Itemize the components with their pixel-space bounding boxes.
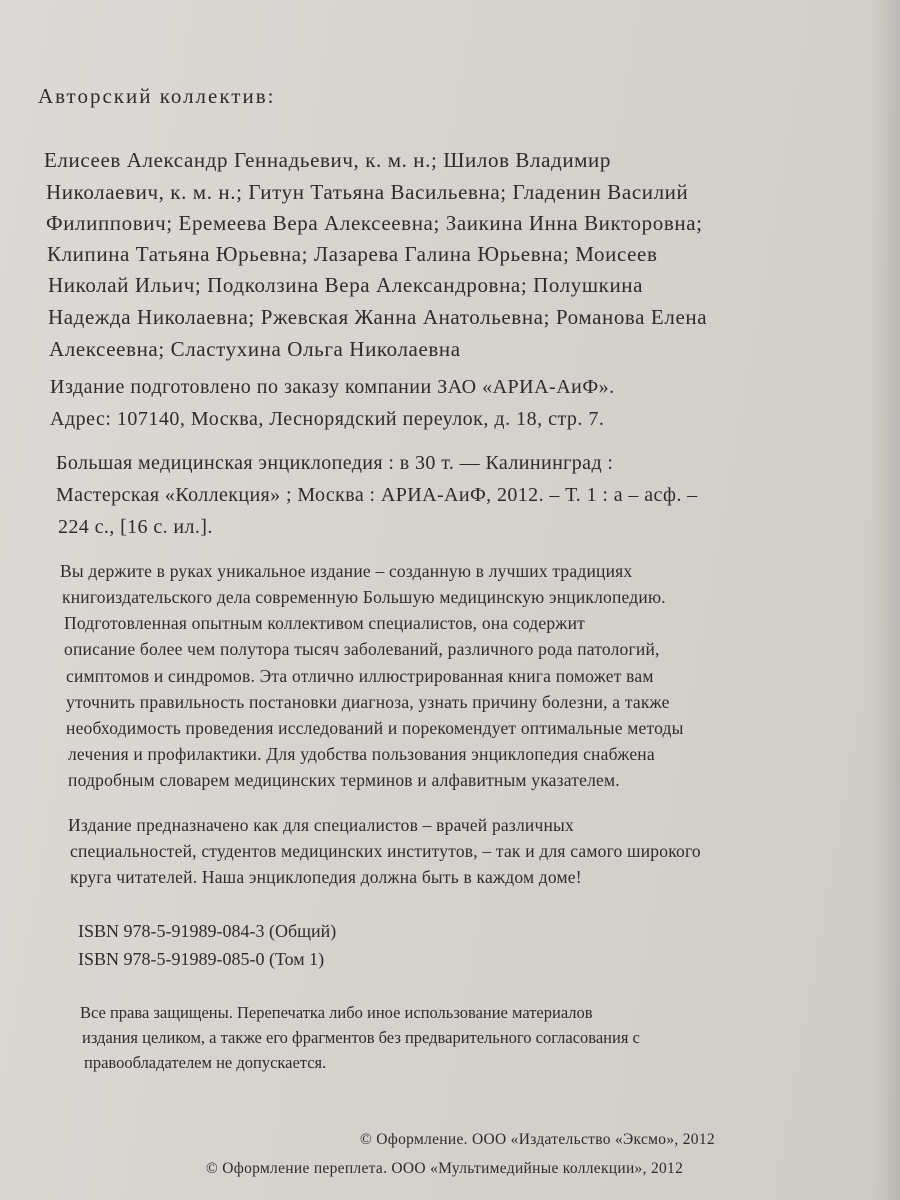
authors-line: Клипина Татьяна Юрьевна; Лазарева Галина Юрьевна; Моисеев — [47, 242, 658, 266]
annotation-line: Подготовленная опытным коллективом специалистов, она содержит — [64, 613, 586, 633]
annotation-line: книгоиздательского дела современную Большую медицинскую энциклопедию. — [62, 587, 666, 607]
authors-line: Надежда Николаевна; Ржевская Жанна Анатольевна; Романова Елена — [48, 305, 708, 329]
copyright-binding: © Оформление переплета. ООО «Мультимедийные коллекции», 2012 — [206, 1160, 684, 1177]
isbn-volume: ISBN 978-5-91989-085-0 (Том 1) — [78, 949, 325, 969]
authors-line: Николай Ильич; Подколзина Вера Александровна; Полушкина — [48, 273, 644, 297]
authors-line: Алексеевна; Сластухина Ольга Николаевна — [49, 337, 461, 361]
annotation-line: уточнить правильность постановки диагноза, узнать причину болезни, а также — [66, 692, 670, 712]
audience-line: Издание предназначено как для специалистов – врачей различных — [68, 815, 574, 835]
annotation-line: подробным словарем медицинских терминов и алфавитным указателем. — [68, 770, 620, 790]
bib-line: 224 с., [16 с. ил.]. — [58, 516, 213, 538]
isbn-general: ISBN 978-5-91989-084-3 (Общий) — [78, 921, 337, 941]
rights-line: правообладателем не допускается. — [84, 1053, 327, 1072]
annotation-line: симптомов и синдромов. Эта отлично иллюстрированная книга поможет вам — [66, 666, 654, 686]
page-shadow — [870, 0, 900, 1200]
authors-line: Елисеев Александр Геннадьевич, к. м. н.; Шилов Владимир — [44, 148, 611, 172]
annotation-line: лечения и профилактики. Для удобства пользования энциклопедия снабжена — [68, 744, 655, 764]
copyright-design: © Оформление. ООО «Издательство «Эксмо», 2012 — [360, 1131, 715, 1148]
annotation-line: Вы держите в руках уникальное издание – созданную в лучших традициях — [60, 561, 633, 581]
authors-heading: Авторский коллектив: — [38, 84, 276, 108]
bib-line: Мастерская «Коллекция» ; Москва : АРИА-АиФ, 2012. – Т. 1 : а – асф. – — [56, 484, 698, 506]
annotation-line: необходимость проведения исследований и порекомендует оптимальные методы — [66, 718, 684, 738]
audience-line: круга читателей. Наша энциклопедия должна быть в каждом доме! — [70, 867, 582, 887]
rights-line: издания целиком, а также его фрагментов без предварительного согласования с — [82, 1028, 640, 1047]
authors-line: Николаевич, к. м. н.; Гитун Татьяна Васильевна; Гладенин Василий — [46, 180, 689, 204]
publisher-line: Издание подготовлено по заказу компании ЗАО «АРИА-АиФ». — [50, 376, 615, 398]
rights-line: Все права защищены. Перепечатка либо иное использование материалов — [80, 1003, 593, 1022]
audience-line: специальностей, студентов медицинских институтов, – так и для самого широкого — [70, 841, 701, 861]
address-line: Адрес: 107140, Москва, Леснорядский переулок, д. 18, стр. 7. — [50, 408, 605, 430]
authors-line: Филиппович; Еремеева Вера Алексеевна; Заикина Инна Викторовна; — [46, 211, 703, 235]
bib-line: Большая медицинская энциклопедия : в 30 т. — Калининград : — [56, 452, 614, 474]
annotation-line: описание более чем полутора тысяч заболеваний, различного рода патологий, — [64, 639, 660, 659]
